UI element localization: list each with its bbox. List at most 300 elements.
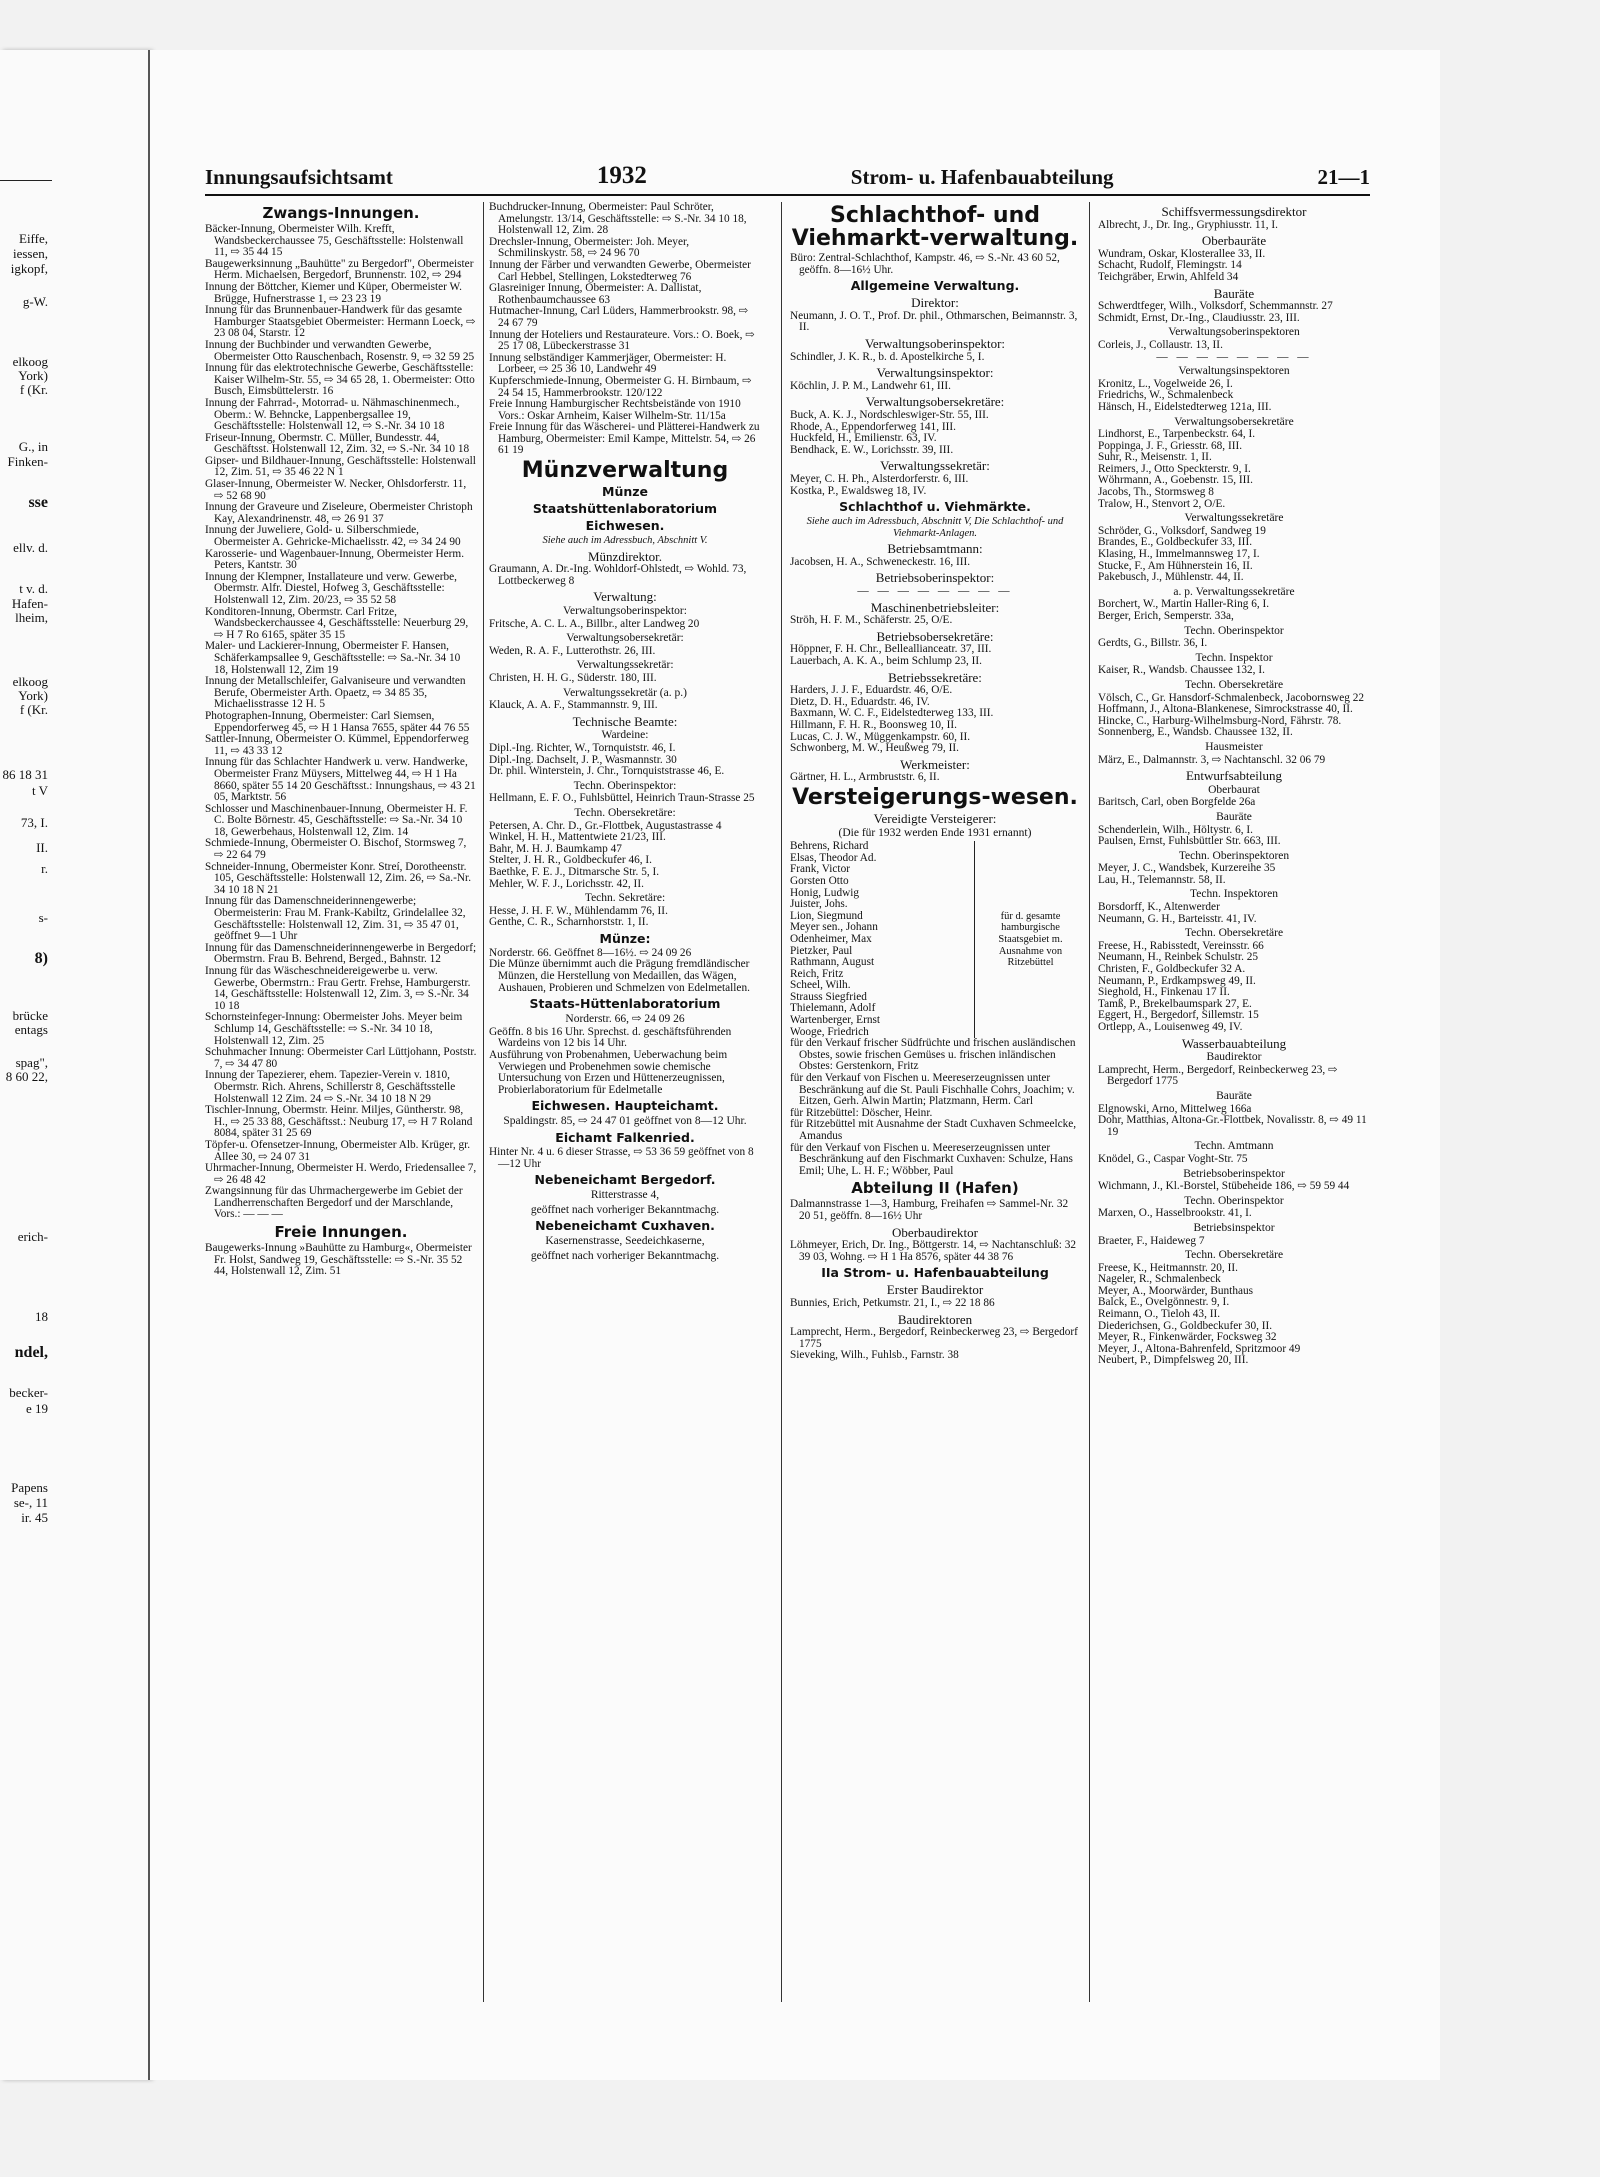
office-title: Techn. Obersekretäre — [1184, 1249, 1284, 1262]
directory-entry: für den Verkauf frischer Südfrüchte und frischen ausländischen Obstes, sowie frischen Gemüses u. frischen inländischen Obstes: Gerstenkorn, Fritz — [790, 1037, 1076, 1073]
office-title: Verwaltungsoberinspektoren — [1168, 326, 1300, 339]
office-title: Techn. Oberinspektor — [1184, 624, 1284, 637]
directory-entry: Neumann, P., Erdkampsweg 49, II. — [1098, 974, 1256, 987]
directory-entry: Eggert, H., Bergedorf, Sillemstr. 15 — [1098, 1009, 1259, 1022]
office-title: Maschinenbetriebsleiter: — [870, 599, 1000, 615]
info-line: geöffnet nach vorheriger Bekanntmachg. — [530, 1203, 720, 1216]
subsection-heading: Eichwesen. Haupteichamt. — [531, 1098, 719, 1114]
office-title: Betriebsamtmann: — [887, 541, 983, 557]
left-page-fragment: f (Kr. — [19, 382, 48, 397]
directory-entry: Neumann, G. H., Barteisstr. 41, IV. — [1098, 912, 1257, 925]
directory-entry: Winkel, H. H., Mattentwiete 21/23, III. — [489, 831, 666, 844]
office-title: Direktor: — [911, 295, 959, 311]
directory-entry: Neubert, P., Dimpfelsweg 20, III. — [1098, 1354, 1249, 1367]
office-title: Baudirektoren — [897, 1311, 973, 1327]
column-muenzverwaltung — [489, 202, 761, 1264]
directory-entry: Tralow, H., Stenvort 2, O/E. — [1098, 497, 1226, 510]
left-page-fragment: s- — [38, 910, 48, 925]
office-title: Verwaltungsinspektoren — [1178, 365, 1290, 378]
left-page-fragment: entags — [14, 1022, 48, 1037]
columns-area — [205, 202, 1370, 2002]
directory-entry: Poppinga, J. F., Griesstr. 68, III. — [1098, 439, 1243, 452]
directory-entry: Schneider-Innung, Obermeister Konr. Streí, Dorotheenstr. 105, Geschäftsstelle: Holstenwall 12, Zim. 26, ⇨ Sa.-Nr. 34 10 18 N 21 — [205, 860, 472, 896]
office-title: Verwaltungsoberinspektor: — [563, 605, 687, 618]
directory-entry: Reimann, O., Tieloh 43, II. — [1098, 1308, 1221, 1321]
directory-entry: Kaiser, R., Wandsb. Chaussee 132, I. — [1098, 664, 1265, 677]
directory-entry: für den Verkauf von Fischen u. Meereserzeugnissen unter Beschränkung auf die St. Pauli Fischhalle Cohrs, Joachim; v. Eitzen, Gerh. Alwin Martin; Platzmann, Herm. Carl — [790, 1072, 1075, 1108]
directory-entry: Schmiede-Innung, Obermeister O. Bischof, Stormsweg 7, ⇨ 22 64 79 — [205, 837, 467, 862]
directory-entry: Innung der Böttcher, Kiemer und Küper, Obermeister W. Brügge, Hufnerstrasse 1, ⇨ 23 23 19 — [205, 280, 462, 305]
directory-entry: Wöhrmann, A., Goebenstr. 15, III. — [1098, 474, 1253, 487]
directory-entry: Brandes, E., Goldbeckufer 33, III. — [1098, 536, 1253, 549]
subsection-heading: Staatshüttenlaboratorium — [532, 501, 718, 517]
directory-entry: Baethke, F. E. J., Ditmarsche Str. 5, I. — [489, 865, 660, 878]
directory-entry: Lucas, C. J. W., Müggenkampstr. 60, II. — [790, 730, 971, 743]
column-divider — [781, 202, 782, 2002]
directory-entry: Löhmeyer, Erich, Dr. Ing., Böttgerstr. 14, ⇨ Nachtanschluß: 32 39 03, Wohng. ⇨ H 1 Ha 8576, später 44 38 76 — [790, 1239, 1077, 1263]
directory-entry: Innung der Fahrrad-, Motorrad- u. Nähmaschinenmech., Oberm.: W. Behncke, Lappenbergsallee 19, Geschäftsstelle: Holstenwall 12, ⇨ S.-Nr. 34 10 18 — [205, 396, 460, 433]
auctioneer-name: Reich, Fritz — [790, 967, 844, 980]
directory-entry: Lau, H., Telemannstr. 58, II. — [1098, 873, 1226, 886]
page-number: 21—1 — [1317, 165, 1370, 189]
directory-entry: Ströh, H. F. M., Schäferstr. 25, O/E. — [790, 614, 953, 627]
info-line: Norderstr. 66, ⇨ 24 09 26 — [565, 1013, 685, 1026]
left-page-fragment: 73, I. — [20, 815, 48, 830]
directory-entry: Schindler, J. K. R., b. d. Apostelkirche 5, I. — [790, 350, 985, 363]
info-line: (Die für 1932 werden Ende 1931 ernannt) — [838, 826, 1032, 839]
office-title: Betriebsoberinspektor: — [875, 570, 995, 586]
left-page-fragment: Papens — [11, 1480, 48, 1495]
subsection-heading: IIa Strom- u. Hafenbauabteilung — [821, 1265, 1049, 1281]
left-page-fragment: York) — [18, 368, 48, 383]
auctioneer-name: Strauss Siegfried — [790, 990, 867, 1003]
directory-entry: Schmidt, Ernst, Dr.-Ing., Claudiusstr. 23, III. — [1098, 311, 1300, 324]
directory-entry: Maler- und Lackierer-Innung, Obermeister F. Hansen, Schäferkampsallee 9, Geschäftsstelle: ⇨ Sa.-Nr. 34 10 18, Holstenwall 12, Zim 19 — [205, 640, 461, 676]
directory-entry: Kupferschmiede-Innung, Obermeister G. H. Birnbaum, ⇨ 24 54 15, Hammerbrookstr. 120/122 — [489, 374, 752, 399]
directory-entry: Friedrichs, W., Schmalenbeck — [1098, 389, 1234, 402]
directory-entry: Mehler, W. F. J., Lorichsstr. 42, II. — [489, 877, 644, 890]
office-title: Bauräte — [1213, 285, 1255, 301]
directory-entry: Elgnowski, Arno, Mittelweg 166a — [1098, 1102, 1252, 1115]
directory-entry: Knödel, G., Caspar Voght-Str. 75 — [1098, 1152, 1248, 1165]
section-heading: Freie Innungen. — [274, 1223, 408, 1242]
left-page-fragment: 8 60 22, — [5, 1069, 48, 1084]
directory-entry: Pakebusch, J., Mühlenstr. 44, II. — [1098, 571, 1244, 584]
directory-entry: Stucke, F., Am Hühnerstein 16, II. — [1098, 559, 1253, 572]
office-title: Techn. Obersekretäre: — [574, 806, 676, 819]
office-title: Verwaltungsobersekretäre — [1174, 415, 1294, 428]
directory-entry: Ausführung von Probenahmen, Ueberwachung beim Verwiegen und Probenehmen sowie chemische Untersuchung von Erzen und Hüttenerzeugnissen, Probierlaboratorium für Edelmetalle — [489, 1049, 728, 1096]
directory-entry: Schornsteinfeger-Innung: Obermeister Johs. Meyer beim Schlump 14, Geschäftsstelle: ⇨ S.-Nr. 34 10 18, Holstenwall 12, Zim. 25 — [205, 1011, 463, 1047]
auctioneer-name: Honig, Ludwig — [790, 886, 860, 899]
directory-entry: Borsdorff, K., Altenwerder — [1098, 901, 1220, 914]
subsection-heading: Schlachthof u. Viehmärkte. — [839, 499, 1031, 515]
vacant-placeholder: — — — — — — — — — [857, 585, 1013, 598]
office-title: Bauräte — [1216, 1089, 1252, 1102]
directory-entry: Lamprecht, Herm., Bergedorf, Reinbeckerweg 23, ⇨ Bergedorf 1775 — [790, 1326, 1078, 1350]
left-page-fragment: igkopf, — [10, 261, 48, 276]
left-page-fragment: elkoog — [12, 674, 48, 689]
directory-entry: Baugewerks-Innung »Bauhütte zu Hamburg«, Obermeister Fr. Holst, Sandweg 19, Geschäftsstelle: ⇨ S.-Nr. 35 52 44, Holstenwall 12, Zim. 51 — [205, 1242, 472, 1278]
directory-entry: Berger, Erich, Semperstr. 33a, — [1098, 610, 1234, 622]
auctioneer-name: Gorsten Otto — [790, 874, 849, 887]
directory-entry: Dietz, D. H., Eduardstr. 46, IV. — [790, 695, 930, 708]
office-title: Betriebsoberinspektor — [1183, 1167, 1285, 1180]
left-page-fragment: Hafen- — [11, 596, 48, 611]
directory-entry: Borchert, W., Martin Haller-Ring 6, I. — [1098, 598, 1270, 611]
office-title: Bauräte — [1216, 810, 1252, 823]
directory-entry: Huckfeld, H., Emilienstr. 63, IV. — [790, 432, 937, 445]
directory-entry: Drechsler-Innung, Obermeister: Joh. Meyer, Schmilinskystr. 58, ⇨ 24 96 70 — [489, 235, 690, 260]
left-page-fragment: g-W. — [22, 294, 48, 309]
directory-entry: Zwangsinnung für das Uhrmachergewerbe im Gebiet der Landherrenschaften Bergedorf und der Marschlande, Vors.: — — — — [205, 1185, 463, 1221]
directory-entry: Karosserie- und Wagenbauer-Innung, Obermeister Herm. Peters, Kantstr. 30 — [205, 547, 465, 572]
office-title: Verwaltungssekretär: — [576, 659, 674, 672]
directory-entry: Nageler, R., Schmalenbeck — [1098, 1273, 1221, 1286]
directory-entry: Innung für das Schlachter Handwerk u. verw. Handwerke, Obermeister Franz Müysers, Mittelweg 44, ⇨ H 1 Ha 8660, später 55 14 20 Geschäftsst.: Innungshaus, ⇨ 43 21 05, Marktstr. 56 — [205, 756, 476, 804]
auctioneer-list — [790, 841, 1080, 1038]
directory-entry: Innung selbständiger Kammerjäger, Obermeister: H. Lorbeer, ⇨ 25 36 10, Landwehr 49 — [489, 351, 727, 376]
directory-entry: Lindhorst, E., Tarpenbeckstr. 64, I. — [1098, 428, 1256, 441]
left-page-fragment: t v. d. — [19, 581, 48, 596]
column-schlachthof — [790, 202, 1080, 1362]
auctioneer-name: Juister, Johs. — [790, 898, 848, 911]
directory-entry: Friseur-Innung, Obermstr. C. Müller, Bundesstr. 44, Geschäftsst. Holstenwall 12, Zim. 32, ⇨ S.-Nr. 34 10 18 — [205, 431, 470, 456]
vacant-placeholder: — — — — — — — — — [1156, 350, 1312, 363]
directory-entry: Hänsch, H., Eidelstedterweg 121a, III. — [1098, 400, 1272, 413]
directory-entry: Genthe, C. R., Scharnhorststr. 1, II. — [489, 916, 649, 929]
directory-entry: Uhrmacher-Innung, Obermeister H. Werdo, Friedensallee 7, ⇨ 26 48 42 — [205, 1162, 477, 1186]
left-page-fragment: becker- — [9, 1385, 48, 1400]
office-title: Betriebssekretäre: — [888, 669, 982, 685]
header-left-title: Innungsaufsichtsamt — [205, 165, 393, 189]
left-page-fragment: 8) — [34, 950, 48, 967]
office-title: Techn. Oberinspektor: — [573, 779, 677, 792]
subsection-heading: Nebeneichamt Bergedorf. — [534, 1172, 716, 1188]
column-strom-hafenbau — [1098, 202, 1370, 1367]
directory-entry: Wundram, Oskar, Klosterallee 33, II. — [1098, 247, 1266, 260]
left-page-fragment: lheim, — [15, 610, 48, 625]
directory-entry: Innung der Metallschleifer, Galvaniseure und verwandten Berufe, Obermeister Arth. Opaetz, ⇨ 34 85 35, Michaelisstrasse 12 H. 5 — [205, 675, 466, 711]
left-page-fragment: ellv. d. — [13, 540, 48, 555]
directory-entry: Klauck, A. A. F., Stammannstr. 9, III. — [489, 699, 658, 712]
directory-entry: Bahr, M. H. J. Baumkamp 47 — [489, 842, 622, 855]
header-year: 1932 — [596, 162, 647, 189]
hafen-section — [790, 1038, 1080, 1362]
office-title: Verwaltungssekretär (a. p.) — [563, 686, 687, 699]
directory-entry: Hoffmann, J., Altona-Blankenese, Simrockstrasse 40, II. — [1098, 703, 1353, 716]
office-title: Techn. Inspektor — [1195, 651, 1273, 664]
directory-entry: Innung der Färber und verwandten Gewerbe, Obermeister Carl Hebbel, Stellingen, Lokstedterweg 76 — [489, 258, 751, 283]
directory-entry: Buck, A. K. J., Nordschleswiger-Str. 55, III. — [790, 408, 989, 421]
directory-entry: Innung der Juweliere, Gold- u. Silberschmiede, Obermeister A. Gehricke-Michaelisstr. 42, ⇨ 34 24 90 — [205, 524, 461, 549]
office-title: Verwaltung: — [593, 589, 657, 605]
left-page-fragment: spag", — [15, 1055, 48, 1070]
directory-entry: Innung für das Damenschneiderinnengewerbe in Bergedorf; Obermstrn. Frau B. Behrend, Berged., Bahnstr. 12 — [205, 941, 477, 966]
office-title: Oberbauräte — [1201, 233, 1267, 249]
directory-entry: Lamprecht, Herm., Bergedorf, Reinbeckerweg 23, ⇨ Bergedorf 1775 — [1098, 1063, 1338, 1088]
office-title: Techn. Sekretäre: — [584, 892, 666, 905]
left-page-fragment: ir. 45 — [21, 1510, 48, 1525]
directory-entry: für den Verkauf von Fischen u. Meereserzeugnissen unter Beschränkung auf den Fischmarkt Cuxhaven: Schulze, Hans Emil; Uhe, L. H. F.; Wöbber, Paul — [790, 1141, 1073, 1177]
directory-entry: Völsch, C., Gr. Hansdorf-Schmalenbeck, Jacobornsweg 22 — [1098, 691, 1365, 704]
directory-entry: Photographen-Innung, Obermeister: Carl Siemsen, Eppendorferweg 45, ⇨ H 1 Hansa 7655, später 44 76 55 — [205, 709, 470, 734]
office-title: Verwaltungssekretär: — [880, 458, 990, 474]
directory-entry: Gerdts, G., Billstr. 36, I. — [1098, 637, 1208, 650]
section-heading: Versteigerungs-wesen. — [792, 784, 1078, 810]
left-page-fragment: iessen, — [12, 246, 48, 261]
directory-entry: Konditoren-Innung, Obermstr. Carl Fritze, Wandsbeckerchaussee 4, Geschäftsstelle: Neuerburg 29, ⇨ H 7 Ro 6165, später 35 15 — [205, 605, 469, 641]
directory-entry: Braeter, F., Haideweg 7 — [1098, 1234, 1205, 1247]
directory-entry: Geöffn. 8 bis 16 Uhr. Sprechst. d. geschäftsführenden Wardeins von 12 bis 14 Uhr. — [489, 1025, 732, 1050]
left-page-fragment: 86 18 31 — [2, 767, 48, 782]
directory-entry: Töpfer-u. Ofensetzer-Innung, Obermeister Alb. Krüger, gr. Allee 30, ⇨ 24 07 31 — [205, 1138, 471, 1163]
auctioneer-name: Rathmann, August — [790, 956, 875, 969]
office-title: a. p. Verwaltungssekretäre — [1173, 585, 1295, 598]
directory-entry: Die Münze übernimmt auch die Prägung fremdländischer Münzen, die Herstellung von Medaillen, das Wägen, Aushauen, Probieren und Schmelzen von Edelmetallen. — [489, 958, 750, 994]
directory-entry: Meyer, J. C., Wandsbek, Kurzereihe 35 — [1098, 862, 1276, 875]
office-title: Techn. Oberinspektor — [1184, 1194, 1284, 1207]
directory-entry: Jacobsen, H. A., Schweneckestr. 16, III. — [790, 555, 971, 568]
directory-entry: Dalmannstrasse 1—3, Hamburg, Freihafen ⇨ Sammel-Nr. 32 20 51, geöffn. 8—16½ Uhr — [790, 1198, 1069, 1222]
office-title: Vereidigte Versteigerer: — [873, 810, 997, 826]
directory-entry: Neumann, J. O. T., Prof. Dr. phil., Othmarschen, Beimannstr. 3, II. — [790, 309, 1078, 334]
directory-entry: Klasing, H., Immelmannsweg 17, I. — [1098, 548, 1260, 561]
directory-entry: Büro: Zentral-Schlachthof, Kampstr. 46, ⇨ S.-Nr. 43 60 52, geöffn. 8—16½ Uhr. — [790, 252, 1060, 276]
directory-entry: Dr. phil. Winterstein, J. Chr., Tornquiststrasse 46, E. — [489, 765, 725, 778]
auctioneer-name: Wartenberger, Ernst — [790, 1014, 881, 1027]
directory-entry: Diederichsen, G., Goldbeckufer 30, II. — [1098, 1319, 1273, 1332]
directory-entry: Bendhack, E. W., Lorichsstr. 39, III. — [790, 443, 954, 456]
directory-entry: Christen, H. H. G., Süderstr. 180, III. — [489, 672, 657, 684]
subsection-heading: Eichamt Falkenried. — [555, 1130, 695, 1145]
subsection-heading: Münze: — [599, 930, 651, 946]
left-page-fragment: r. — [41, 861, 48, 876]
office-title: Oberbaurat — [1208, 783, 1260, 796]
directory-entry: Dipl.-Ing. Richter, W., Tornquiststr. 46, I. — [489, 741, 676, 754]
office-title: Wasserbauabteilung — [1181, 1035, 1287, 1051]
directory-entry: Schröder, G., Volksdorf, Sandweg 19 — [1098, 524, 1266, 537]
directory-entry: Glasreiniger Innung, Obermeister: A. Dallistat, Rothenbaumchaussee 63 — [489, 282, 702, 306]
info-line: Ritterstrasse 4, — [590, 1189, 660, 1202]
directory-entry: Freese, K., Heitmannstr. 20, II. — [1098, 1261, 1238, 1274]
cross-reference-note: Siehe auch im Adressbuch, Abschnitt V, Die Schlachthof- und Viehmarkt-Anlagen. — [806, 516, 1064, 539]
directory-entry: Innung für das Damenschneiderinnengewerbe; Obermeisterin: Frau M. Frank-Kabiltz, Grindelallee 32, Geschäftsstelle: Holstenwall 12, Zim. 31, ⇨ 35 47 01, geöffnet 9—1 Uhr — [205, 895, 466, 943]
auctioneer-name: Behrens, Richard — [790, 840, 869, 853]
directory-entry: Hillmann, F. H. R., Boonsweg 10, II. — [790, 719, 957, 731]
directory-entry: Bunnies, Erich, Petkumstr. 21, I., ⇨ 22 18 86 — [790, 1296, 995, 1309]
directory-entry: Gipser- und Bildhauer-Innung, Geschäftsstelle: Holstenwall 12, Zim. 51, ⇨ 35 46 22 N 1 — [205, 454, 476, 479]
directory-entry: Weden, R. A. F., Lutterothstr. 26, III. — [489, 644, 656, 657]
directory-entry: Dohr, Matthias, Altona-Gr.-Flottbek, Novalisstr. 8, ⇨ 49 11 19 — [1098, 1114, 1367, 1138]
directory-entry: Innung der Klempner, Installateure und verw. Gewerbe, Obermstr. Alfr. Diestel, Hofweg 3, Geschäftsstelle: Holstenwall 12, Zim. 20/23, ⇨ 35 52 58 — [205, 570, 457, 606]
directory-entry: Baritsch, Carl, oben Borgfelde 26a — [1098, 796, 1256, 809]
directory-entry: Hutmacher-Innung, Carl Lüders, Hammerbrookstr. 98, ⇨ 24 67 79 — [489, 305, 749, 329]
directory-entry: Innung der Hoteliers und Restaurateure. Vors.: O. Boek, ⇨ 25 17 08, Lübeckerstrasse 31 — [489, 328, 755, 353]
office-title: Werkmeister: — [900, 756, 970, 772]
schlachthof-section — [790, 204, 1080, 839]
info-line: Spaldingstr. 85, ⇨ 24 47 01 geöffnet von 8—12 Uhr. — [503, 1115, 747, 1128]
column-divider — [1089, 202, 1090, 2002]
directory-entry: Tamß, P., Brekelbaumspark 27, E. — [1098, 997, 1252, 1010]
directory-page — [150, 50, 1440, 2080]
section-heading: Münzverwaltung — [521, 458, 729, 484]
directory-entry: Schacht, Rudolf, Flemingstr. 14 — [1098, 259, 1242, 272]
directory-entry: Ortlepp, A., Louisenweg 49, IV. — [1098, 1021, 1243, 1033]
left-page-fragment: erich- — [17, 1229, 48, 1244]
info-line: Kasernenstrasse, Seedeichkaserne, — [545, 1235, 705, 1248]
left-page-fragment: Eiffe, — [19, 231, 48, 246]
left-page-fragment: 18 — [35, 1309, 48, 1324]
left-page-fragment: II. — [36, 840, 48, 855]
office-title: Schiffsvermessungsdirektor — [1161, 204, 1307, 219]
directory-entry: Freie Innung Hamburgischer Rechtsbeistände von 1910 Vors.: Oskar Arnheim, Kaiser Wilhelm-Str. 11/15a — [489, 398, 741, 422]
directory-entry: Suhr, R., Meisenstr. 1, II. — [1098, 451, 1212, 464]
directory-entry: Hesse, J. H. F. W., Mühlendamm 76, II. — [489, 904, 668, 917]
left-page-fragment: f (Kr. — [19, 702, 48, 717]
auctioneer-name: Frank, Victor — [790, 863, 850, 876]
office-title: Techn. Oberinspektoren — [1178, 849, 1290, 862]
auctioneer-name: Odenheimer, Max — [790, 932, 872, 945]
directory-entry: Schlosser und Maschinenbauer-Innung, Obermeister H. F. C. Bolte Börnestr. 45, Geschäftsstelle: ⇨ Sa.-Nr. 34 10 18, Gewerbehaus, Holstenwall 12, Zim. 14 — [205, 802, 468, 838]
directory-entry: Schwonberg, M. W., Heußweg 79, II. — [790, 742, 959, 755]
left-page-fragment: e 19 — [25, 1401, 48, 1416]
left-page-fragment: Finken- — [7, 454, 48, 469]
directory-entry: Dipl.-Ing. Dachselt, J. P., Wasmannstr. 30 — [489, 753, 677, 766]
office-title: Verwaltungsobersekretär: — [566, 632, 684, 645]
directory-entry: Meyer, A., Moorwärder, Bunthaus — [1098, 1284, 1254, 1297]
left-page-fragment: sse — [28, 494, 48, 511]
directory-entry: Paulsen, Ernst, Fuhlsbüttler Str. 663, III. — [1098, 835, 1281, 848]
directory-entry: Graumann, A. Dr.-Ing. Wohldorf-Ohlstedt, ⇨ Wohld. 73, Lottbeckerweg 8 — [489, 563, 747, 587]
section-heading: Abteilung II (Hafen) — [851, 1179, 1019, 1198]
directory-entry: Balck, E., Ovelgönnestr. 9, I. — [1098, 1296, 1230, 1309]
auctioneer-name: Pietzker, Paul — [790, 944, 853, 957]
left-page-fragment: elkoog — [12, 354, 48, 369]
directory-entry: Innung der Tapezierer, ehem. Tapezier-Verein v. 1810, Obermstr. Rich. Ahrens, Schillerstr 8, Geschäftsstelle Holstenwall 12 Zim. 24 ⇨ S.-Nr. 34 10 18 N 29 — [205, 1069, 456, 1105]
office-title: Hausmeister — [1205, 740, 1263, 753]
directory-entry: Kronitz, L., Vogelweide 26, I. — [1098, 377, 1233, 390]
directory-entry: Sieghold, H., Finkenau 17 II. — [1098, 986, 1230, 999]
auctioneer-name: Wooge, Friedrich — [790, 1025, 869, 1038]
header-right-title: Strom- u. Hafenbauabteilung — [850, 165, 1114, 189]
directory-entry: Schenderlein, Wilh., Höltystr. 6, I. — [1098, 823, 1253, 836]
directory-entry: Innung für das Brunnenbauer-Handwerk für das gesamte Hamburger Staatsgebiet Obermeister: Hermann Loeck, ⇨ 23 08 04, Starstr. 12 — [205, 304, 476, 340]
directory-entry: März, E., Dalmannstr. 3, ⇨ Nachtanschl. 32 06 79 — [1098, 753, 1326, 766]
office-title: Erster Baudirektor — [886, 1282, 984, 1298]
office-title: Betriebsinspektor — [1193, 1221, 1275, 1234]
directory-entry: Freie Innung für das Wäscherei- und Plätterei-Handwerk zu Hamburg, Obermeister: Emil Kampe, Mittelstr. 54, ⇨ 26 61 19 — [489, 421, 760, 457]
directory-entry: Albrecht, J., Dr. Ing., Gryphiusstr. 11, I. — [1098, 218, 1278, 231]
cross-reference-note: Siehe auch im Adressbuch, Abschnitt V. — [542, 535, 708, 547]
directory-entry: Köchlin, J. P. M., Landwehr 61, III. — [790, 379, 951, 392]
directory-entry: Norderstr. 66. Geöffnet 8—16½. ⇨ 24 09 26 — [489, 946, 692, 959]
column-divider — [483, 202, 484, 2002]
office-title: Verwaltungssekretäre — [1184, 512, 1284, 525]
office-title: Verwaltungsoberinspektor: — [864, 335, 1006, 351]
directory-entry: Bäcker-Innung, Obermeister Wilh. Krefft, Wandsbeckerchaussee 75, Geschäftsstelle: Holstenwall 11, ⇨ 35 44 15 — [205, 223, 464, 259]
directory-entry: Hinter Nr. 4 u. 6 dieser Strasse, ⇨ 53 36 59 geöffnet von 8—12 Uhr — [489, 1146, 754, 1170]
directory-entry: Innung der Buchbinder und verwandten Gewerbe, Obermeister Otto Rauschenbach, Rosenstr. 9, ⇨ 32 59 25 — [205, 338, 475, 363]
directory-entry: Innung für das elektrotechnische Gewerbe, Geschäftsstelle: Kaiser Wilhelm-Str. 55, ⇨ 34 65 28, 1. Obermeister: Otto Busch, Eimsbüttelerstr. 16 — [205, 362, 475, 398]
directory-entry: Wichmann, J., Kl.-Borstel, Stübeheide 186, ⇨ 59 59 44 — [1098, 1180, 1350, 1193]
auctioneer-name: Meyer sen., Johann — [790, 921, 878, 934]
directory-entry: Freese, H., Rabisstedt, Vereinsstr. 66 — [1098, 939, 1264, 952]
directory-entry: Sonnenberg, E., Wandsb. Chaussee 132, II. — [1098, 726, 1293, 739]
office-title: Betriebsobersekretäre: — [876, 628, 994, 644]
directory-entry: Meyer, J., Altona-Bahrenfeld, Spritzmoor 49 — [1098, 1342, 1301, 1355]
directory-entry: Petersen, A. Chr. D., Gr.-Flottbek, Augustastrasse 4 — [489, 819, 722, 832]
left-page-fragment: York) — [18, 688, 48, 703]
office-title: Verwaltungsinspektor: — [876, 365, 994, 381]
office-title: Verwaltungsobersekretäre: — [865, 394, 1005, 410]
auctioneer-name: Thielemann, Adolf — [790, 1002, 876, 1015]
directory-entry: Lauerbach, A. K. A., beim Schlump 23, II. — [790, 655, 983, 668]
left-page-fragment: brücke — [12, 1008, 48, 1023]
section-heading: Zwangs-Innungen. — [262, 204, 420, 222]
directory-entry: Innung der Graveure und Ziseleure, Obermeister Christoph Kay, Alexandrinenstr. 48, ⇨ 26 91 37 — [205, 501, 473, 525]
directory-entry: Jacobs, Th., Stormsweg 8 — [1098, 486, 1214, 499]
directory-entry: Fritsche, A. C. L. A., Billbr., alter Landweg 20 — [489, 617, 700, 630]
subsection-heading: Nebeneichamt Cuxhaven. — [535, 1218, 715, 1234]
subsection-heading: Allgemeine Verwaltung. — [850, 278, 1020, 294]
directory-entry: Sattler-Innung, Obermeister O. Kümmel, Eppendorferweg 11, ⇨ 43 33 12 — [205, 733, 469, 757]
directory-entry: Baugewerksinnung „Bauhütte" zu Bergedorf", Obermeister Herm. Michaelsen, Bergedorf, Brunnenstr. 102, ⇨ 294 — [205, 257, 474, 282]
directory-entry: Schwerdtfeger, Wilh., Volksdorf, Schemmannstr. 27 — [1098, 300, 1333, 313]
directory-entry: Höppner, F. H. Chr., Belleallianceatr. 37, III. — [790, 643, 992, 656]
directory-entry: Hincke, C., Harburg-Wilhelmsburg-Nord, Fährstr. 78. — [1098, 714, 1342, 727]
left-page-rule — [0, 180, 52, 181]
office-title: Technische Beamte: — [572, 713, 678, 729]
directory-entry: Rhode, A., Eppendorferweg 141, III. — [790, 420, 956, 433]
directory-entry: Tischler-Innung, Obermstr. Heinr. Miljes, Güntherstr. 98, H., ⇨ 25 33 88, Geschäftsst.: Neuburg 17, ⇨ H 7 Roland 8084, später 31 25 69 — [205, 1104, 473, 1140]
directory-entry: für Ritzebüttel: Döscher, Heinr. — [790, 1106, 933, 1119]
directory-entry: Corleis, J., Collaustr. 13, II. — [1098, 338, 1223, 351]
page-header — [205, 162, 1370, 196]
directory-entry: Buchdrucker-Innung, Obermeister: Paul Schröter, Amelungstr. 13/14, Geschäftsstelle: ⇨ S.-Nr. 34 10 18, Holstenwall 12, Zim. 28 — [489, 201, 747, 237]
auctioneer-scope-note: für d. gesamte hamburgische Staatsgebiet m. Ausnahme von Ritzebüttel — [998, 910, 1063, 969]
office-title: Münzdirektor. — [587, 548, 662, 564]
office-title: Entwurfsabteilung — [1185, 768, 1283, 784]
office-title: Techn. Amtmann — [1194, 1140, 1274, 1153]
subsection-heading: Staats-Hüttenlaboratorium — [529, 996, 721, 1012]
auctioneer-name: Lion, Siegmund — [790, 909, 863, 922]
section-heading: Schlachthof- und Viehmarkt-verwaltung. — [791, 203, 1079, 251]
directory-entry: Neumann, H., Reinbek Schulstr. 25 — [1098, 951, 1259, 964]
directory-entry: für Ritzebüttel mit Ausnahme der Stadt Cuxhaven Schmeelcke, Amandus — [790, 1118, 1077, 1142]
directory-entry: Reimers, J., Otto Speckterstr. 9, I. — [1098, 462, 1251, 475]
directory-entry: Meyer, C. H. Ph., Alsterdorferstr. 6, III. — [790, 472, 969, 485]
office-title: Baudirektor — [1206, 1051, 1262, 1064]
auctioneer-name: Elsas, Theodor Ad. — [790, 851, 877, 864]
directory-entry: Gärtner, H. L., Armbruststr. 6, II. — [790, 771, 940, 784]
auctioneer-names — [790, 841, 975, 1038]
directory-entry: Kostka, P., Ewaldsweg 18, IV. — [790, 484, 927, 497]
office-title: Wardeine: — [601, 729, 649, 742]
subsection-heading: Münze — [602, 484, 648, 500]
directory-entry: Baxmann, W. C. F., Eidelstedterweg 133, III. — [790, 707, 994, 720]
left-page-fragment: ndel, — [14, 1344, 48, 1361]
auctioneer-name: Scheel, Wilh. — [790, 979, 851, 992]
office-title: Techn. Inspektoren — [1190, 888, 1278, 901]
directory-entry: Teichgräber, Erwin, Ahlfeld 34 — [1098, 270, 1239, 283]
column-innungen — [205, 202, 477, 1278]
office-title: Oberbaudirektor — [892, 1224, 978, 1240]
directory-entry: Stelter, J. H. R., Goldbeckufer 46, I. — [489, 854, 653, 867]
directory-entry: Harders, J. J. F., Eduardstr. 46, O/E. — [790, 684, 953, 697]
directory-entry: Marxen, O., Hasselbrookstr. 41, I. — [1098, 1207, 1252, 1220]
subsection-heading: Eichwesen. — [585, 518, 665, 534]
